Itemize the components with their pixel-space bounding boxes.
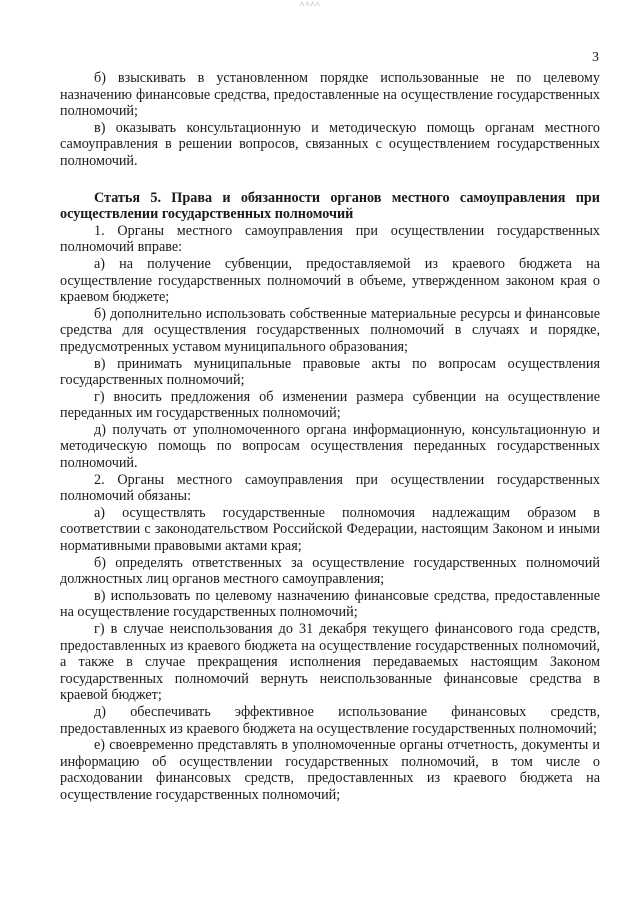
document-body bbox=[60, 70, 600, 804]
article-5-heading: Статья 5. Права и обязанности органов местного самоуправления при осуществлении государственных полномочий bbox=[60, 189, 600, 223]
top-scan-mark: ^^^^ bbox=[300, 0, 321, 10]
article-paragraph: в) использовать по целевому назначению финансовые средства, предоставленные на осуществление государственных полномочий; bbox=[60, 587, 600, 621]
article-paragraph: а) осуществлять государственные полномочия надлежащим образом в соответствии с законодательством Российской Федерации, настоящим Законом и иными нормативными правовыми актами края; bbox=[60, 504, 600, 555]
article-paragraph: д) получать от уполномоченного органа информационную, консультационную и методическую помощь по вопросам осуществления переданных государственных полномочий. bbox=[60, 421, 600, 472]
article-paragraph: в) принимать муниципальные правовые акты по вопросам осуществления государственных полномочий; bbox=[60, 355, 600, 389]
article-paragraph: б) определять ответственных за осуществление государственных полномочий должностных лиц органов местного самоуправления; bbox=[60, 554, 600, 588]
article-paragraph: а) на получение субвенции, предоставляемой из краевого бюджета на осуществление государственных полномочий в объеме, утвержденном законом края о краевом бюджете; bbox=[60, 255, 600, 306]
paragraph-v-consult-help: в) оказывать консультационную и методическую помощь органам местного самоуправления в решении вопросов, связанных с осуществлением государственных полномочий. bbox=[60, 119, 600, 169]
page-number: 3 bbox=[592, 50, 599, 65]
article-paragraph: 1. Органы местного самоуправления при осуществлении государственных полномочий вправе: bbox=[60, 222, 600, 256]
article-paragraph: б) дополнительно использовать собственные материальные ресурсы и финансовые средства для осуществления государственных полномочий в случаях и порядке, предусмотренных уставом муниципального образования; bbox=[60, 305, 600, 355]
article-paragraph: д) обеспечивать эффективное использование финансовых средств, предоставленных из краевого бюджета на осуществление государственных полномочий; bbox=[60, 703, 600, 737]
article-paragraph: 2. Органы местного самоуправления при осуществлении государственных полномочий обязаны: bbox=[60, 471, 600, 505]
paragraph-b-recover-funds: б) взыскивать в установленном порядке использованные не по целевому назначению финансовые средства, предоставленные на осуществление государственных полномочий; bbox=[60, 70, 600, 120]
article-paragraph: г) в случае неиспользования до 31 декабря текущего финансового года средств, предоставленных из краевого бюджета на осуществление государственных полномочий, а также в случае прекращения исполнения передаваемых настоящим Законом государственных полномочий вернуть неиспользованные финансовые средства в краевой бюджет; bbox=[60, 621, 600, 704]
article-paragraph: е) своевременно представлять в уполномоченные органы отчетность, документы и информацию об осуществлении государственных полномочий, в том числе о расходовании финансовых средств, предоставленных из краевого бюджета на осуществление государственных полномочий; bbox=[60, 737, 600, 803]
article-paragraph: г) вносить предложения об изменении размера субвенции на осуществление переданных им государственных полномочий; bbox=[60, 388, 600, 422]
